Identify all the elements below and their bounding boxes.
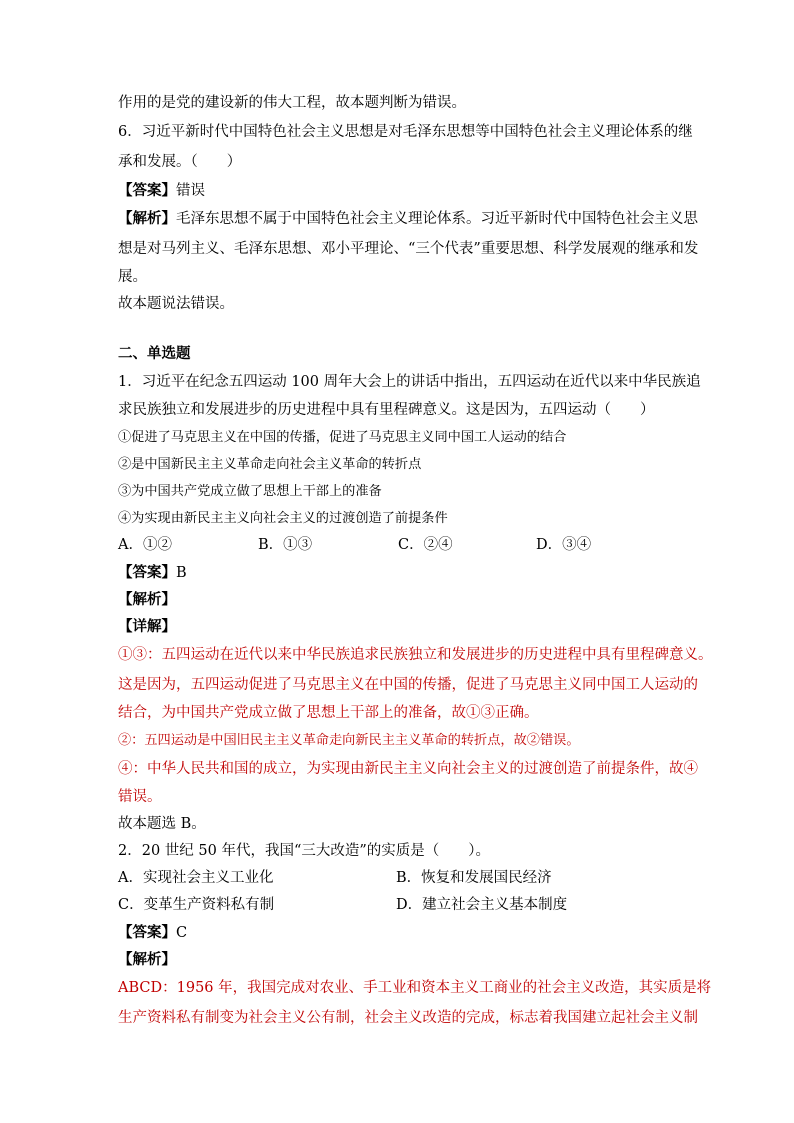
answer-value: C bbox=[176, 925, 188, 941]
question-2-analysis-tag: 【解析】 bbox=[118, 951, 176, 968]
answer-tag: 【答案】 bbox=[118, 182, 176, 199]
question-1-detail-1-line2: 这是因为，五四运动促进了马克思主义在中国的传播，促进了马克思主义同中国工人运动的 bbox=[118, 677, 698, 693]
question-1-item-1: ①促进了马克思主义在中国的传播，促进了马克思主义同中国工人运动的结合 bbox=[118, 430, 567, 445]
question-2-options-row2 bbox=[118, 892, 678, 919]
section-heading: 二、单选题 bbox=[118, 345, 191, 362]
question-1-item-2: ②是中国新民主主义革命走向社会主义革命的转折点 bbox=[118, 457, 422, 472]
question-1-detail-3-line2: 错误。 bbox=[118, 789, 162, 805]
option-c: C．变革生产资料私有制 bbox=[118, 897, 275, 913]
question-1-stem-line1: 1．习近平在纪念五四运动 100 周年大会上的讲话中指出，五四运动在近代以来中华民族追 bbox=[118, 374, 701, 390]
question-1-detail-2: ②：五四运动是中国旧民主主义革命走向新民主主义革命的转折点，故②错误。 bbox=[118, 733, 580, 748]
question-2-options-row1 bbox=[118, 865, 678, 892]
analysis-tag: 【解析】 bbox=[118, 210, 176, 227]
option-d: D．建立社会主义基本制度 bbox=[396, 897, 568, 913]
answer-tag: 【答案】 bbox=[118, 564, 176, 581]
question-1-detail-1-line3: 结合，为中国共产党成立做了思想上干部上的准备，故①③正确。 bbox=[118, 705, 539, 721]
option-d: D．③④ bbox=[536, 537, 592, 553]
document-page bbox=[118, 90, 713, 1033]
question-2-stem: 2．20 世纪 50 年代，我国“三大改造”的实质是（ ）。 bbox=[118, 843, 491, 859]
question-1-detail-1-line1: ①③：五四运动在近代以来中华民族追求民族独立和发展进步的历史进程中具有里程碑意义。 bbox=[118, 647, 713, 663]
question-2-analysis-line2: 生产资料私有制变为社会主义公有制，社会主义改造的完成，标志着我国建立起社会主义制 bbox=[118, 1010, 698, 1026]
question-1-answer bbox=[118, 559, 678, 586]
question-1-detail-3-line1: ④：中华人民共和国的成立，为实现由新民主主义向社会主义的过渡创造了前提条件，故④ bbox=[118, 761, 698, 777]
question-1-item-4: ④为实现由新民主主义向社会主义的过渡创造了前提条件 bbox=[118, 511, 448, 526]
question-1-detail-tag: 【详解】 bbox=[118, 618, 176, 635]
question-1-stem-line2: 求民族独立和发展进步的历史进程中具有里程碑意义。这是因为，五四运动（ ） bbox=[118, 402, 655, 418]
prev-explanation-tail: 作用的是党的建设新的伟大工程，故本题判断为错误。 bbox=[118, 95, 466, 111]
answer-tag: 【答案】 bbox=[118, 924, 176, 941]
analysis-text: 毛泽东思想不属于中国特色社会主义理论体系。习近平新时代中国特色社会主义思 bbox=[176, 211, 698, 227]
option-a: A．①② bbox=[118, 537, 172, 553]
spacer bbox=[118, 318, 678, 340]
question-2-answer bbox=[118, 919, 678, 946]
answer-value: B bbox=[176, 565, 187, 581]
question-6-analysis-line2: 想是对马列主义、毛泽东思想、邓小平理论、“三个代表”重要思想、科学发展观的继承和发 bbox=[118, 241, 699, 257]
question-1-item-3: ③为中国共产党成立做了思想上干部上的准备 bbox=[118, 484, 382, 499]
question-6-answer bbox=[118, 177, 678, 204]
question-6-stem-line2: 承和发展。（ ） bbox=[118, 154, 242, 170]
option-b: B．①③ bbox=[258, 537, 313, 553]
option-b: B．恢复和发展国民经济 bbox=[396, 870, 552, 886]
question-6-analysis-line1 bbox=[118, 204, 698, 234]
question-1-options bbox=[118, 532, 678, 559]
option-a: A．实现社会主义工业化 bbox=[118, 870, 274, 886]
answer-value: 错误 bbox=[176, 183, 205, 199]
question-6-analysis-line3: 展。 bbox=[118, 269, 147, 285]
question-1-analysis-tag: 【解析】 bbox=[118, 591, 176, 608]
option-c: C．②④ bbox=[398, 537, 453, 553]
question-6-conclusion: 故本题说法错误。 bbox=[118, 296, 234, 312]
question-2-analysis-line1: ABCD：1956 年，我国完成对农业、手工业和资本主义工商业的社会主义改造，其实质是将 bbox=[118, 980, 712, 996]
question-1-conclusion: 故本题选 B。 bbox=[118, 816, 206, 832]
question-6-stem-line1: 6．习近平新时代中国特色社会主义思想是对毛泽东思想等中国特色社会主义理论体系的继 bbox=[118, 124, 693, 140]
